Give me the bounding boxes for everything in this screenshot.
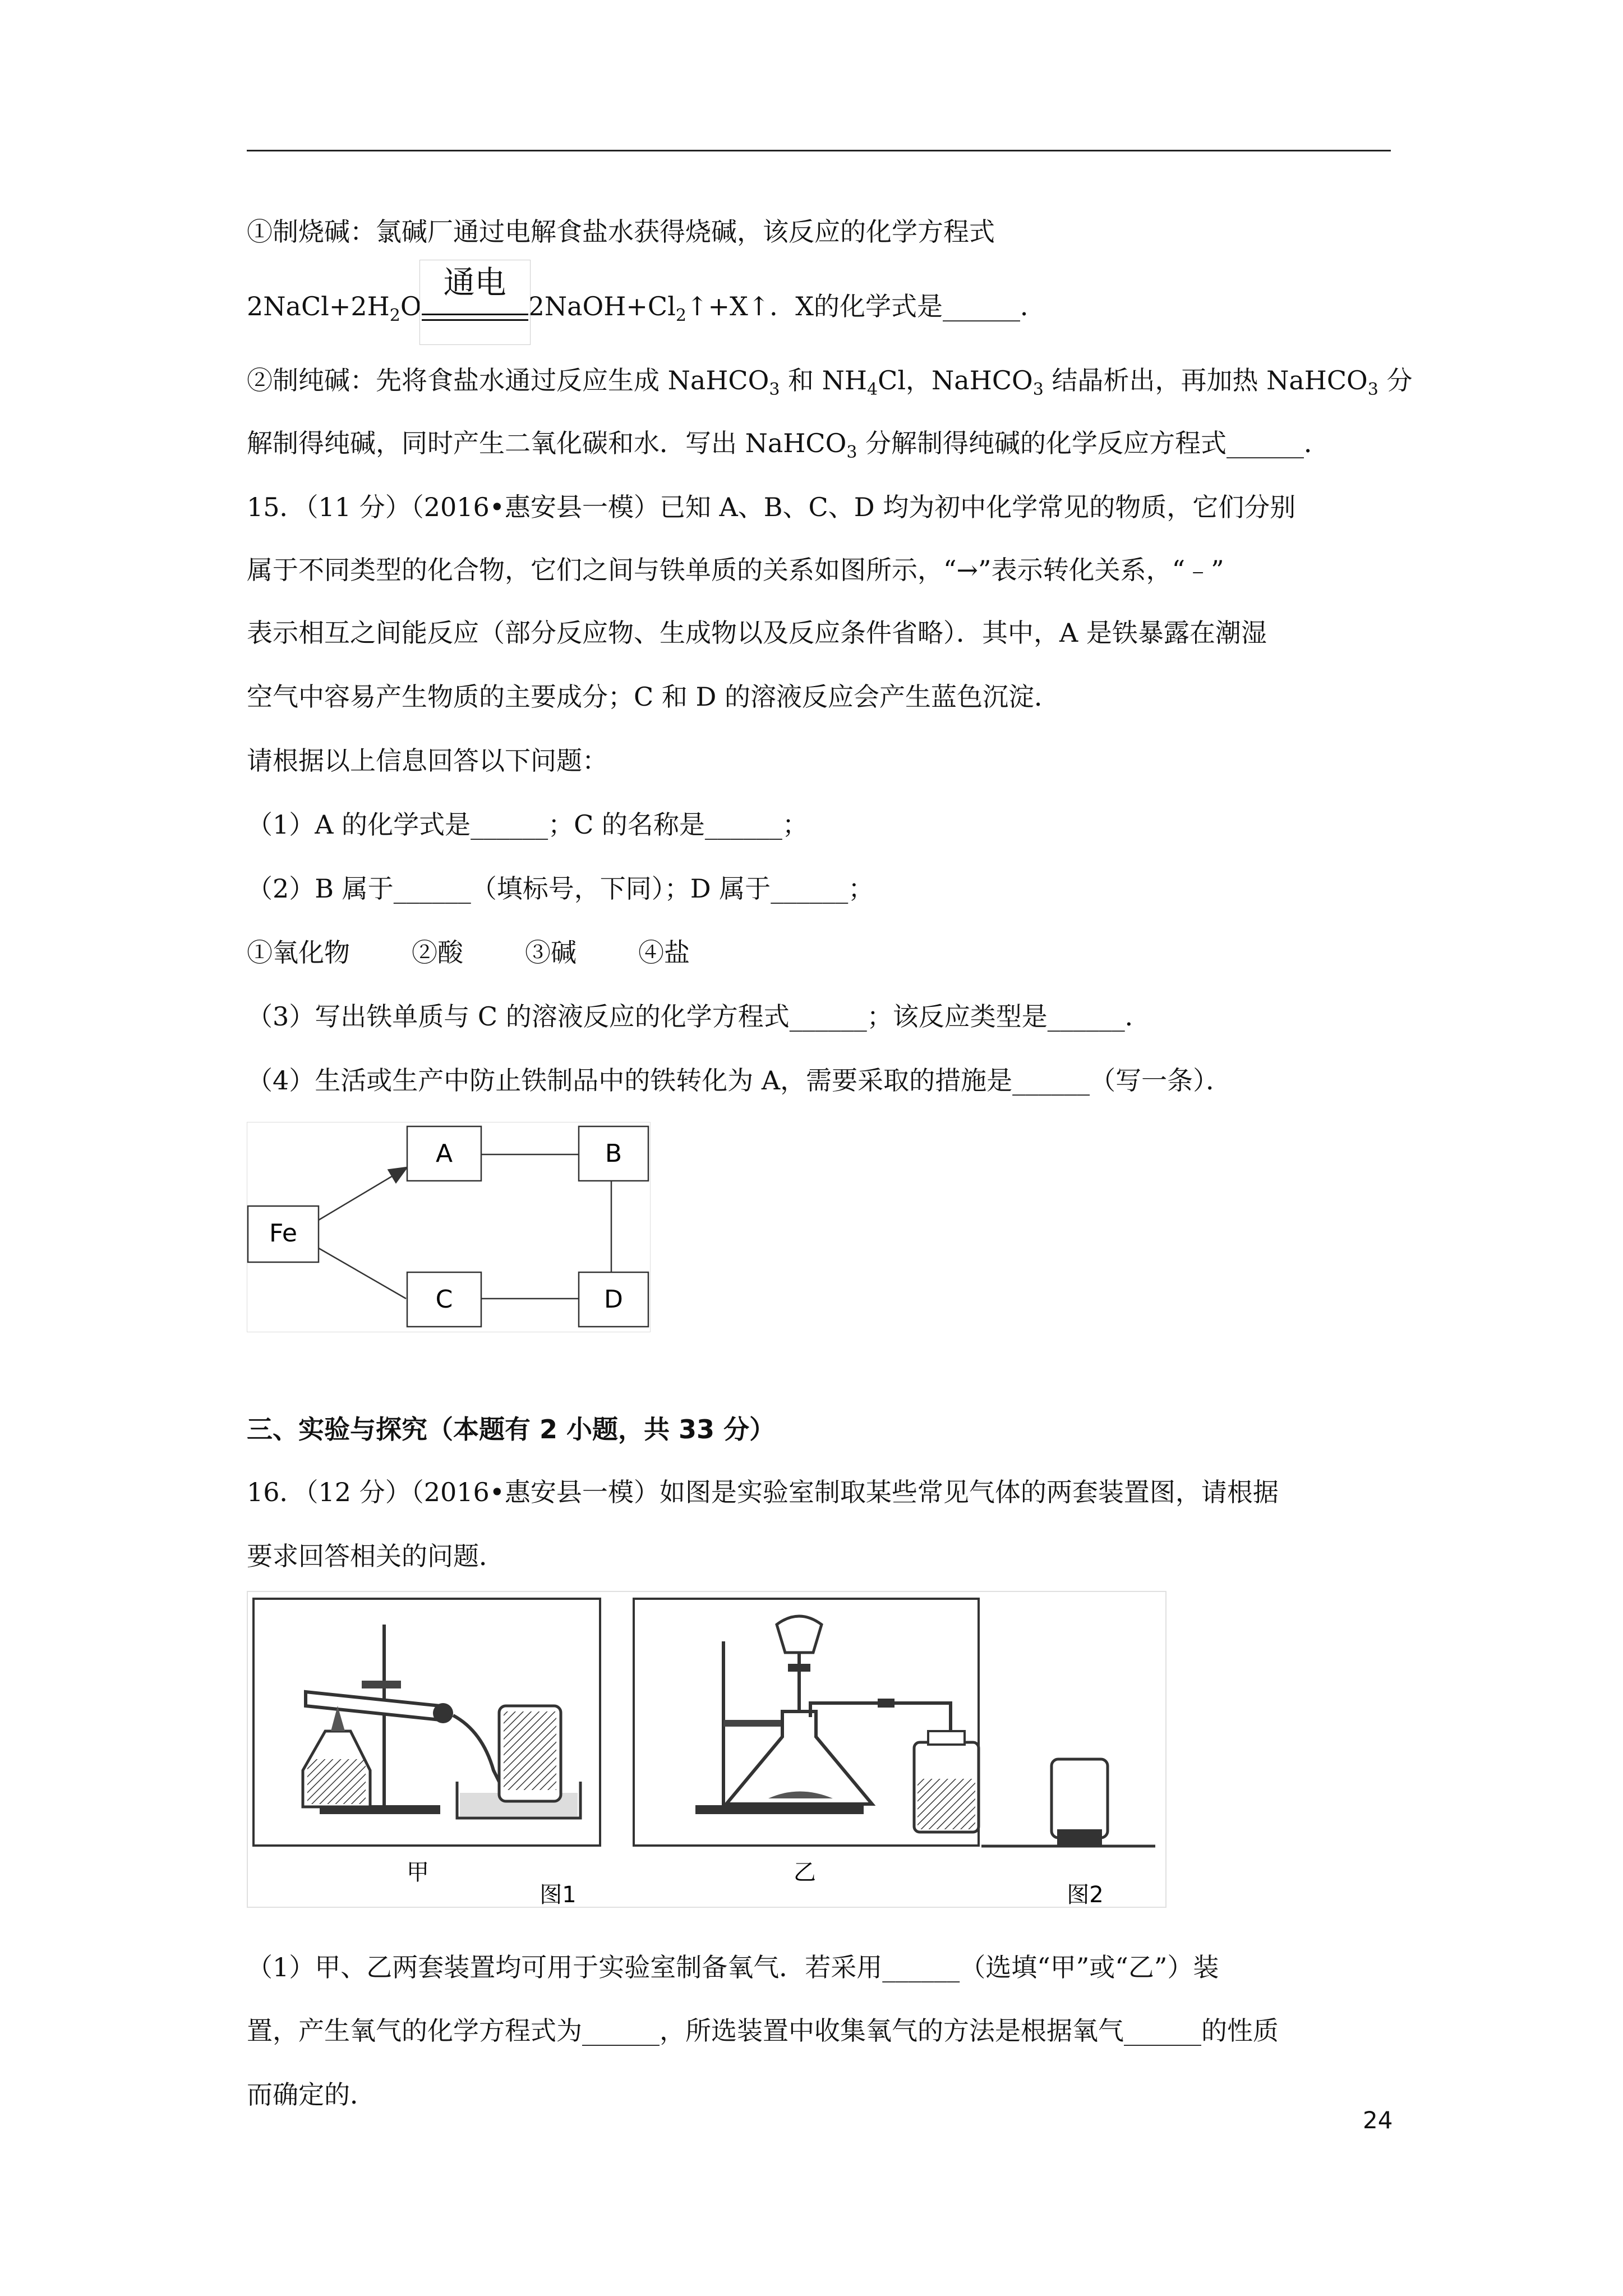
q15-line-1: 15．（11 分）（2016•惠安县一模）已知 A、B、C、D 均为初中化学常见的物质，它们分别 [247, 492, 1296, 522]
q14-line-4: 解制得纯碱，同时产生二氧化碳和水．写出 NaHCO$_3$ 分解制得纯碱的化学反应方程式______． [247, 428, 1330, 462]
apparatus-jia [253, 1599, 600, 1885]
figure-2-caption: 图2 [1067, 1882, 1104, 1908]
page-number: 24 [1363, 2106, 1393, 2134]
apparatus-yi [634, 1599, 979, 1885]
option-4: ④盐 [638, 937, 690, 968]
relation-diagram [247, 1122, 651, 1332]
option-2: ②酸 [412, 937, 463, 968]
q16-line-1: 16．（12 分）（2016•惠安县一模）如图是实验室制取某些常见气体的两套装置图，请根据 [247, 1477, 1279, 1507]
figure-1-caption: 图1 [540, 1882, 577, 1908]
label-jia: 甲 [407, 1860, 429, 1885]
label-b: B [605, 1139, 623, 1168]
header-rule [247, 150, 1391, 151]
q15-line-5: 请根据以上信息回答以下问题： [247, 746, 608, 776]
apparatus-figure [247, 1591, 1166, 1908]
label-fe: Fe [269, 1219, 297, 1248]
option-3: ③碱 [525, 937, 577, 968]
q15-question-1: （1）A 的化学式是______；C 的名称是______； [247, 809, 808, 840]
q15-question-4: （4）生活或生产中防止铁制品中的铁转化为 A，需要采取的措施是______（写一条）． [247, 1065, 1232, 1096]
q15-options [247, 936, 751, 969]
q15-line-4: 空气中容易产生物质的主要成分；C 和 D 的溶液反应会产生蓝色沉淀． [247, 682, 1060, 712]
q15-line-2: 属于不同类型的化合物，它们之间与铁单质的关系如图所示，“→”表示转化关系，“﹣” [247, 555, 1224, 585]
label-a: A [435, 1139, 453, 1168]
q15-line-3: 表示相互之间能反应（部分反应物、生成物以及反应条件省略）．其中，A 是铁暴露在潮湿 [247, 618, 1267, 648]
q14-equation: $2NaCl+2H_2O$ 通电 $2NaOH+Cl_2↑+X↑$．X的化学式是______． [247, 289, 1046, 333]
q15-question-3: （3）写出铁单质与 C 的溶液反应的化学方程式______；该反应类型是______． [247, 1001, 1151, 1032]
q14-line-3: ②制纯碱：先将食盐水通过反应生成 NaHCO$_3$ 和 $NH_4Cl$，NaHCO$_3$ 结晶析出，再加热 NaHCO$_3$ 分 [247, 365, 1413, 399]
label-d: D [604, 1285, 623, 1314]
section-3-heading: 三、实验与探究（本题有 2 小题，共 33 分） [247, 1414, 776, 1444]
q16-line-2: 要求回答相关的问题． [247, 1541, 505, 1571]
label-yi: 乙 [794, 1860, 816, 1885]
q16-answer-1: （1）甲、乙两套装置均可用于实验室制备氧气．若采用______（选填“甲”或“乙”）装 [247, 1952, 1219, 1982]
option-1: ①氧化物 [247, 937, 350, 968]
q14-line-1: ①制烧碱：氯碱厂通过电解食盐水获得烧碱，该反应的化学方程式 [247, 217, 995, 247]
q16-answer-3: 而确定的． [247, 2079, 376, 2110]
label-c: C [435, 1285, 453, 1314]
reaction-condition: 通电 [422, 299, 528, 333]
q16-answer-2: 置，产生氧气的化学方程式为______，所选装置中收集氧气的方法是根据氧气______的性质 [247, 2016, 1279, 2046]
q15-question-2: （2）B 属于______（填标号，下同）；D 属于______； [247, 873, 874, 904]
